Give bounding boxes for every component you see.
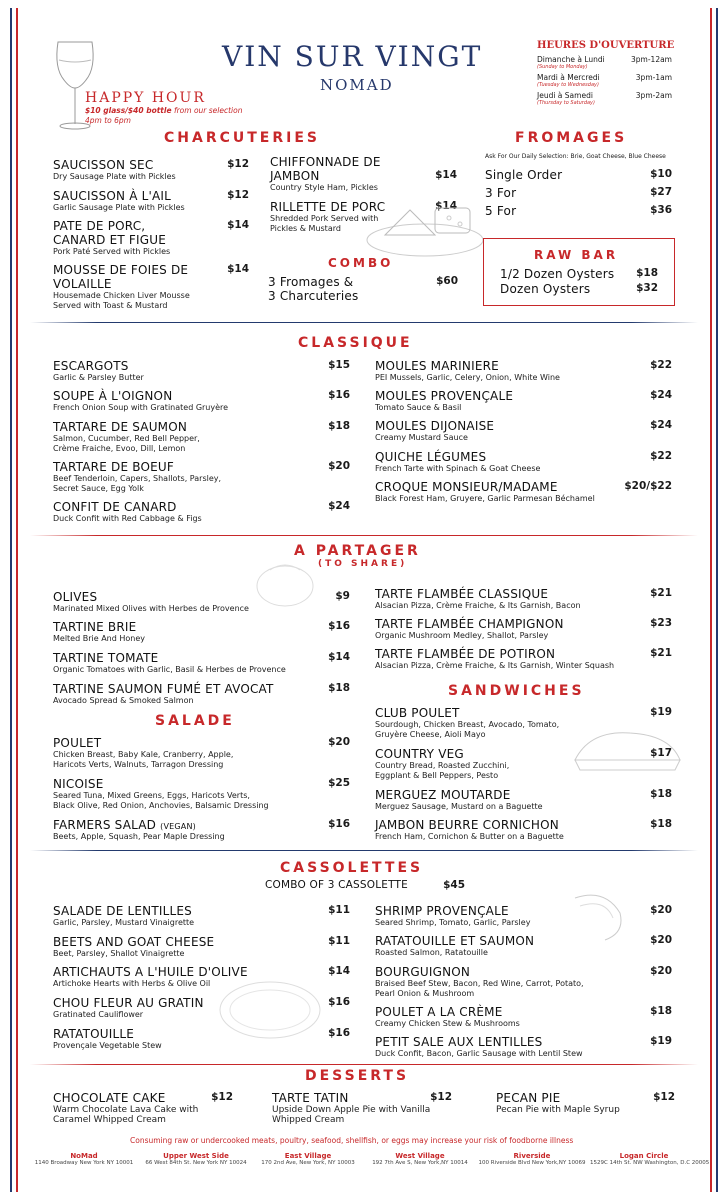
section-divider — [30, 1064, 698, 1065]
menu-item — [375, 587, 672, 611]
item-name: TARTE FLAMBÉE CLASSIQUE — [375, 587, 549, 601]
menu-item — [496, 1091, 675, 1115]
item-price: $18 — [636, 267, 658, 279]
menu-item — [375, 419, 672, 443]
section-divider — [30, 322, 698, 323]
item-description: Country Style Ham, Pickles — [270, 183, 378, 192]
item-name: NICOISE — [53, 777, 104, 791]
location-address: 66 West 84th St. New York NY 10024 — [145, 1160, 247, 1166]
menu-item — [53, 1091, 233, 1125]
item-name: TARTE FLAMBÉE DE POTIRON — [375, 647, 556, 661]
item-name: POULET — [53, 736, 102, 750]
item-price: $20 — [650, 904, 672, 916]
menu-item — [375, 480, 672, 504]
item-name: PECAN PIE — [496, 1091, 561, 1105]
item-price: $15 — [328, 359, 350, 371]
item-name: 5 For — [485, 204, 517, 218]
hours-time: 3pm-2am — [635, 91, 672, 100]
menu-item — [375, 934, 672, 958]
casserole-illustration — [215, 975, 325, 1045]
location-name: Logan Circle — [619, 1152, 669, 1160]
item-price: $24 — [328, 500, 350, 512]
item-name: CHOU FLEUR AU GRATIN — [53, 996, 204, 1010]
item-price: $20 — [328, 736, 350, 748]
combo-price: $60 — [436, 275, 458, 287]
locations-row — [30, 1152, 710, 1166]
item-description: Seared Shrimp, Tomato, Garlic, Parsley — [375, 918, 531, 927]
item-description: Melted Brie And Honey — [53, 634, 145, 643]
menu-item — [375, 450, 672, 474]
item-description: Housemade Chicken Liver Mousse — [53, 291, 190, 300]
item-name: PATE DE PORC, — [53, 219, 146, 233]
menu-item — [53, 389, 350, 413]
item-price: $14 — [435, 169, 457, 181]
location — [254, 1152, 362, 1166]
item-name: PETIT SALE AUX LENTILLES — [375, 1035, 543, 1049]
section-title-combo: COMBO — [328, 256, 394, 270]
item-description: Country Bread, Roasted Zucchini, — [375, 761, 510, 770]
item-name-line2: JAMBON — [270, 169, 320, 183]
item-name: TARTARE DE SAUMON — [53, 420, 188, 434]
item-description: Duck Confit, Bacon, Garlic Sausage with Lentil Stew — [375, 1049, 583, 1058]
menu-item — [53, 935, 350, 959]
item-description-line2: Served with Toast & Mustard — [53, 301, 168, 310]
item-price: $16 — [328, 996, 350, 1008]
menu-item — [53, 736, 350, 770]
happy-hour-price: $10 glass/$40 bottle — [85, 106, 172, 115]
menu-item — [375, 617, 672, 641]
item-name: CROQUE MONSIEUR/MADAME — [375, 480, 558, 494]
item-description-line2: Crème Fraiche, Evoo, Dill, Lemon — [53, 444, 186, 453]
menu-item — [53, 189, 249, 213]
menu-item — [375, 647, 672, 671]
section-title-sandwiches: SANDWICHES — [448, 683, 585, 699]
item-price: $36 — [650, 204, 672, 216]
item-description: Creamy Chicken Stew & Mushrooms — [375, 1019, 520, 1028]
item-price: $27 — [650, 186, 672, 198]
item-name: TARTINE SAUMON FUMÉ ET AVOCAT — [53, 682, 274, 696]
section-title-salade: SALADE — [155, 713, 235, 729]
cheese-item — [485, 186, 672, 200]
item-name: CLUB POULET — [375, 706, 460, 720]
item-name: MERGUEZ MOUTARDE — [375, 788, 511, 802]
item-price: $12 — [227, 158, 249, 170]
section-title-fromages: FROMAGES — [515, 130, 628, 146]
item-price: $18 — [328, 420, 350, 432]
item-price: $11 — [328, 904, 350, 916]
section-title-a-partager: A PARTAGER — [294, 543, 421, 559]
item-description: French Ham, Cornichon & Butter on a Baguette — [375, 832, 564, 841]
item-description: Merguez Sausage, Mustard on a Baguette — [375, 802, 543, 811]
item-description: Gratinated Cauliflower — [53, 1010, 144, 1019]
item-description-line2: Gruyère Cheese, Aioli Mayo — [375, 730, 486, 739]
menu-item — [270, 155, 457, 193]
item-name: TARTE FLAMBÉE CHAMPIGNON — [375, 617, 564, 631]
hours-time: 3pm-1am — [635, 73, 672, 82]
happy-hour-time: 4pm to 6pm — [85, 116, 131, 125]
cheese-board-illustration — [365, 190, 485, 260]
item-name: CHIFFONNADE DE — [270, 155, 381, 169]
item-description: Upside Down Apple Pie with Vanilla — [272, 1105, 431, 1115]
item-description-line2: Secret Sauce, Egg Yolk — [53, 484, 144, 493]
item-name: SOUPE À L'OIGNON — [53, 389, 173, 403]
item-price: $20/$22 — [624, 480, 672, 492]
hours-row — [537, 55, 672, 71]
item-name: BOURGUIGNON — [375, 965, 471, 979]
item-price: $16 — [328, 389, 350, 401]
fromages-note: Ask For Our Daily Selection: Brie, Goat Cheese, Blue Cheese — [485, 153, 666, 160]
menu-item — [375, 359, 672, 383]
menu-item — [53, 500, 350, 524]
item-name: JAMBON BEURRE CORNICHON — [375, 818, 559, 832]
item-name: RATATOUILLE — [53, 1027, 135, 1041]
location-address: 192 7th Ave S, New York,NY 10014 — [372, 1160, 468, 1166]
item-name: TARTINE BRIE — [53, 620, 137, 634]
item-name-row — [53, 818, 196, 832]
menu-item — [53, 460, 350, 494]
item-name: BEETS AND GOAT CHEESE — [53, 935, 215, 949]
menu-item — [375, 965, 672, 999]
item-description: Salmon, Cucumber, Red Bell Pepper, — [53, 434, 200, 443]
item-price: $17 — [650, 747, 672, 759]
location — [478, 1152, 586, 1166]
section-divider — [30, 850, 698, 851]
item-name: MOUSSE DE FOIES DE — [53, 263, 189, 277]
item-description: Sourdough, Chicken Breast, Avocado, Tomato, — [375, 720, 560, 729]
item-description-line2: Black Olive, Red Onion, Anchovies, Balsamic Dressing — [53, 801, 269, 810]
menu-item — [53, 904, 350, 928]
menu-item — [53, 818, 350, 842]
menu-item — [53, 651, 350, 675]
item-name: Dozen Oysters — [500, 282, 591, 296]
hours-days: Mardi à Mercredi — [537, 73, 600, 82]
item-price: $12 — [430, 1091, 452, 1103]
section-subtitle-to-share: (TO SHARE) — [318, 559, 408, 569]
item-description: French Onion Soup with Gratinated Gruyère — [53, 403, 229, 412]
item-name: COUNTRY VEG — [375, 747, 464, 761]
item-price: $24 — [650, 419, 672, 431]
section-title-cassolettes: CASSOLETTES — [280, 860, 424, 876]
item-name: QUICHE LÉGUMES — [375, 450, 487, 464]
item-price: $21 — [650, 587, 672, 599]
location — [366, 1152, 474, 1166]
hours-row — [537, 73, 672, 89]
section-divider — [30, 535, 698, 536]
item-description: French Tarte with Spinach & Goat Cheese — [375, 464, 541, 473]
item-name: ESCARGOTS — [53, 359, 129, 373]
item-name: SALADE DE LENTILLES — [53, 904, 192, 918]
item-description: Garlic & Parsley Butter — [53, 373, 144, 382]
item-name: 3 For — [485, 186, 517, 200]
item-description: Beef Tenderloin, Capers, Shallots, Parsley, — [53, 474, 222, 483]
happy-hour-suffix: from our selection — [173, 106, 243, 115]
item-price: $24 — [650, 389, 672, 401]
item-name: SHRIMP PROVENÇALE — [375, 904, 509, 918]
item-name: MOULES MARINIERE — [375, 359, 499, 373]
menu-item — [375, 1005, 672, 1029]
item-description: Organic Mushroom Medley, Shallot, Parsley — [375, 631, 549, 640]
menu-item — [53, 359, 350, 383]
hours-row — [537, 91, 672, 107]
hours-title: HEURES D'OUVERTURE — [537, 40, 675, 51]
hours-table — [537, 55, 672, 107]
item-price: $18 — [650, 1005, 672, 1017]
location-name: West Village — [395, 1152, 445, 1160]
item-description: Beet, Parsley, Shallot Vinaigrette — [53, 949, 185, 958]
item-description: Garlic Sausage Plate with Pickles — [53, 203, 185, 212]
item-description: Dry Sausage Plate with Pickles — [53, 172, 176, 181]
menu-item — [375, 1035, 672, 1059]
location-address: 100 Riverside Blvd New York,NY 10069 — [478, 1160, 586, 1166]
menu-item — [53, 590, 350, 614]
menu-item — [272, 1091, 452, 1125]
item-name: MOULES DIJONAISE — [375, 419, 495, 433]
item-description-line2: Pearl Onion & Mushroom — [375, 989, 475, 998]
item-price: $12 — [211, 1091, 233, 1103]
item-price: $16 — [328, 1027, 350, 1039]
cheese-item — [485, 168, 672, 182]
item-price: $10 — [650, 168, 672, 180]
item-description: Organic Tomatoes with Garlic, Basil & Herbes de Provence — [53, 665, 286, 674]
item-price: $14 — [328, 965, 350, 977]
item-name: RATATOUILLE ET SAUMON — [375, 934, 535, 948]
item-price: $12 — [227, 189, 249, 201]
location — [142, 1152, 250, 1166]
item-price: $20 — [328, 460, 350, 472]
location-name: East Village — [284, 1152, 332, 1160]
item-description-line2: Pickles & Mustard — [270, 224, 341, 233]
section-title-desserts: DESSERTS — [305, 1068, 410, 1084]
item-description-line2: Caramel Whipped Cream — [53, 1115, 166, 1125]
item-price: $23 — [650, 617, 672, 629]
item-description: Warm Chocolate Lava Cake with — [53, 1105, 199, 1115]
item-price: $18 — [650, 788, 672, 800]
item-name: SAUCISSON À L'AIL — [53, 189, 172, 203]
location-name: Upper West Side — [163, 1152, 229, 1160]
item-price: $14 — [227, 219, 249, 231]
item-description: Tomato Sauce & Basil — [375, 403, 462, 412]
item-description: Marinated Mixed Olives with Herbes de Provence — [53, 604, 249, 613]
item-price: $12 — [653, 1091, 675, 1103]
item-name: TARTE TATIN — [272, 1091, 349, 1105]
item-name: TARTARE DE BOEUF — [53, 460, 174, 474]
item-name-line2: VOLAILLE — [53, 277, 112, 291]
menu-item — [375, 706, 672, 740]
hours-time: 3pm-12am — [631, 55, 672, 64]
item-price: $22 — [650, 450, 672, 462]
section-title-charcuteries: CHARCUTERIES — [164, 130, 320, 146]
raw-bar-item — [500, 267, 658, 281]
item-description-line2: Whipped Cream — [272, 1115, 345, 1125]
restaurant-location: NOMAD — [320, 76, 394, 94]
menu-item — [53, 263, 249, 311]
item-description: Roasted Salmon, Ratatouille — [375, 948, 488, 957]
item-price: $18 — [650, 818, 672, 830]
location — [590, 1152, 710, 1166]
item-price: $21 — [650, 647, 672, 659]
item-description: Pecan Pie with Maple Syrup — [496, 1105, 620, 1115]
combo-line2: 3 Charcuteries — [268, 289, 359, 303]
menu-item — [375, 904, 672, 928]
item-price: $20 — [650, 934, 672, 946]
location-name: Riverside — [513, 1152, 551, 1160]
item-description-line2: Haricots Verts, Walnuts, Tarragon Dressing — [53, 760, 224, 769]
item-price: $20 — [650, 965, 672, 977]
combo-price: $45 — [443, 879, 465, 891]
item-description: Alsacian Pizza, Crème Fraiche, & Its Garnish, Winter Squash — [375, 661, 615, 670]
hours-days-en: (Thursday to Saturday) — [537, 100, 595, 106]
item-description-line2: Eggplant & Bell Peppers, Pesto — [375, 771, 499, 780]
cassolette-combo — [265, 879, 465, 891]
combo-label: COMBO OF 3 CASSOLETTE — [265, 879, 409, 891]
restaurant-title: VIN SUR VINGT — [222, 40, 483, 73]
menu-item — [53, 158, 249, 182]
location-address: 1140 Broadway New York NY 10001 — [34, 1160, 134, 1166]
item-description: PEI Mussels, Garlic, Celery, Onion, White Wine — [375, 373, 560, 382]
menu-item — [375, 818, 672, 842]
menu-item — [53, 219, 249, 257]
item-description: Seared Tuna, Mixed Greens, Eggs, Haricots Verts, — [53, 791, 250, 800]
food-safety-warning: Consuming raw or undercooked meats, poultry, seafood, shellfish, or eggs may increase your risk of foodborne illness — [130, 1136, 574, 1145]
cheese-item — [485, 204, 672, 218]
item-description: Garlic, Parsley, Mustard Vinaigrette — [53, 918, 195, 927]
section-title-raw-bar: RAW BAR — [534, 248, 619, 262]
item-description: Pork Paté Served with Pickles — [53, 247, 171, 256]
item-name: OLIVES — [53, 590, 98, 604]
item-description: Artichoke Hearts with Herbs & Olive Oil — [53, 979, 211, 988]
item-description: Creamy Mustard Sauce — [375, 433, 468, 442]
item-name: SAUCISSON SEC — [53, 158, 154, 172]
item-description: Chicken Breast, Baby Kale, Cranberry, Apple, — [53, 750, 234, 759]
item-price: $19 — [650, 1035, 672, 1047]
location-address: 170 2nd Ave, New York, NY 10003 — [261, 1160, 355, 1166]
menu-item — [53, 420, 350, 454]
item-description: Alsacian Pizza, Crème Fraiche, & Its Garnish, Bacon — [375, 601, 581, 610]
vegan-tag: (VEGAN) — [160, 822, 196, 831]
location-address: 1529C 14th St. NW Washington, D.C 20005 — [590, 1160, 710, 1166]
combo-line1: 3 Fromages & — [268, 275, 354, 289]
location-name: NoMad — [70, 1152, 98, 1160]
item-price: $11 — [328, 935, 350, 947]
item-description: Beets, Apple, Squash, Pear Maple Dressing — [53, 832, 225, 841]
menu-item — [53, 682, 350, 706]
combo-item — [268, 275, 458, 303]
item-price: $14 — [435, 200, 457, 212]
item-description: Duck Confit with Red Cabbage & Figs — [53, 514, 202, 523]
happy-hour-title: HAPPY HOUR — [85, 90, 206, 106]
item-name: POULET A LA CRÈME — [375, 1005, 503, 1019]
item-name: ARTICHAUTS A L'HUILE D'OLIVE — [53, 965, 248, 979]
item-price: $16 — [328, 620, 350, 632]
item-description: Avocado Spread & Smoked Salmon — [53, 696, 194, 705]
menu-item — [375, 747, 672, 781]
item-price: $19 — [650, 706, 672, 718]
item-price: $18 — [328, 682, 350, 694]
menu-item — [375, 788, 672, 812]
menu-item — [53, 777, 350, 811]
item-description: Provençale Vegetable Stew — [53, 1041, 162, 1050]
item-name: Single Order — [485, 168, 563, 182]
item-name: TARTINE TOMATE — [53, 651, 159, 665]
item-description: Black Forest Ham, Gruyere, Garlic Parmesan Béchamel — [375, 494, 595, 503]
item-price: $22 — [650, 359, 672, 371]
item-name: RILLETTE DE PORC — [270, 200, 386, 214]
item-name: CHOCOLATE CAKE — [53, 1091, 166, 1105]
hours-days: Jeudi à Samedi — [537, 91, 593, 100]
item-name: FARMERS SALAD — [53, 818, 157, 832]
happy-hour-deal — [85, 106, 242, 115]
menu-item — [375, 389, 672, 413]
hours-days-en: (Tuesday to Wednesday) — [537, 82, 599, 88]
item-name: MOULES PROVENÇALE — [375, 389, 514, 403]
item-price: $16 — [328, 818, 350, 830]
location — [30, 1152, 138, 1166]
item-price: $9 — [335, 590, 350, 602]
hours-days: Dimanche à Lundi — [537, 55, 605, 64]
item-price: $14 — [328, 651, 350, 663]
item-price: $32 — [636, 282, 658, 294]
menu-item — [53, 620, 350, 644]
item-description: Braised Beef Stew, Bacon, Red Wine, Carrot, Potato, — [375, 979, 584, 988]
item-name: CONFIT DE CANARD — [53, 500, 177, 514]
raw-bar-item — [500, 282, 658, 296]
item-name-line2: CANARD ET FIGUE — [53, 233, 166, 247]
section-title-classique: CLASSIQUE — [298, 335, 413, 351]
hours-days-en: (Sunday to Monday) — [537, 64, 588, 70]
item-price: $14 — [227, 263, 249, 275]
item-description: Shredded Pork Served with — [270, 214, 379, 223]
item-name: 1/2 Dozen Oysters — [500, 267, 615, 281]
item-price: $25 — [328, 777, 350, 789]
